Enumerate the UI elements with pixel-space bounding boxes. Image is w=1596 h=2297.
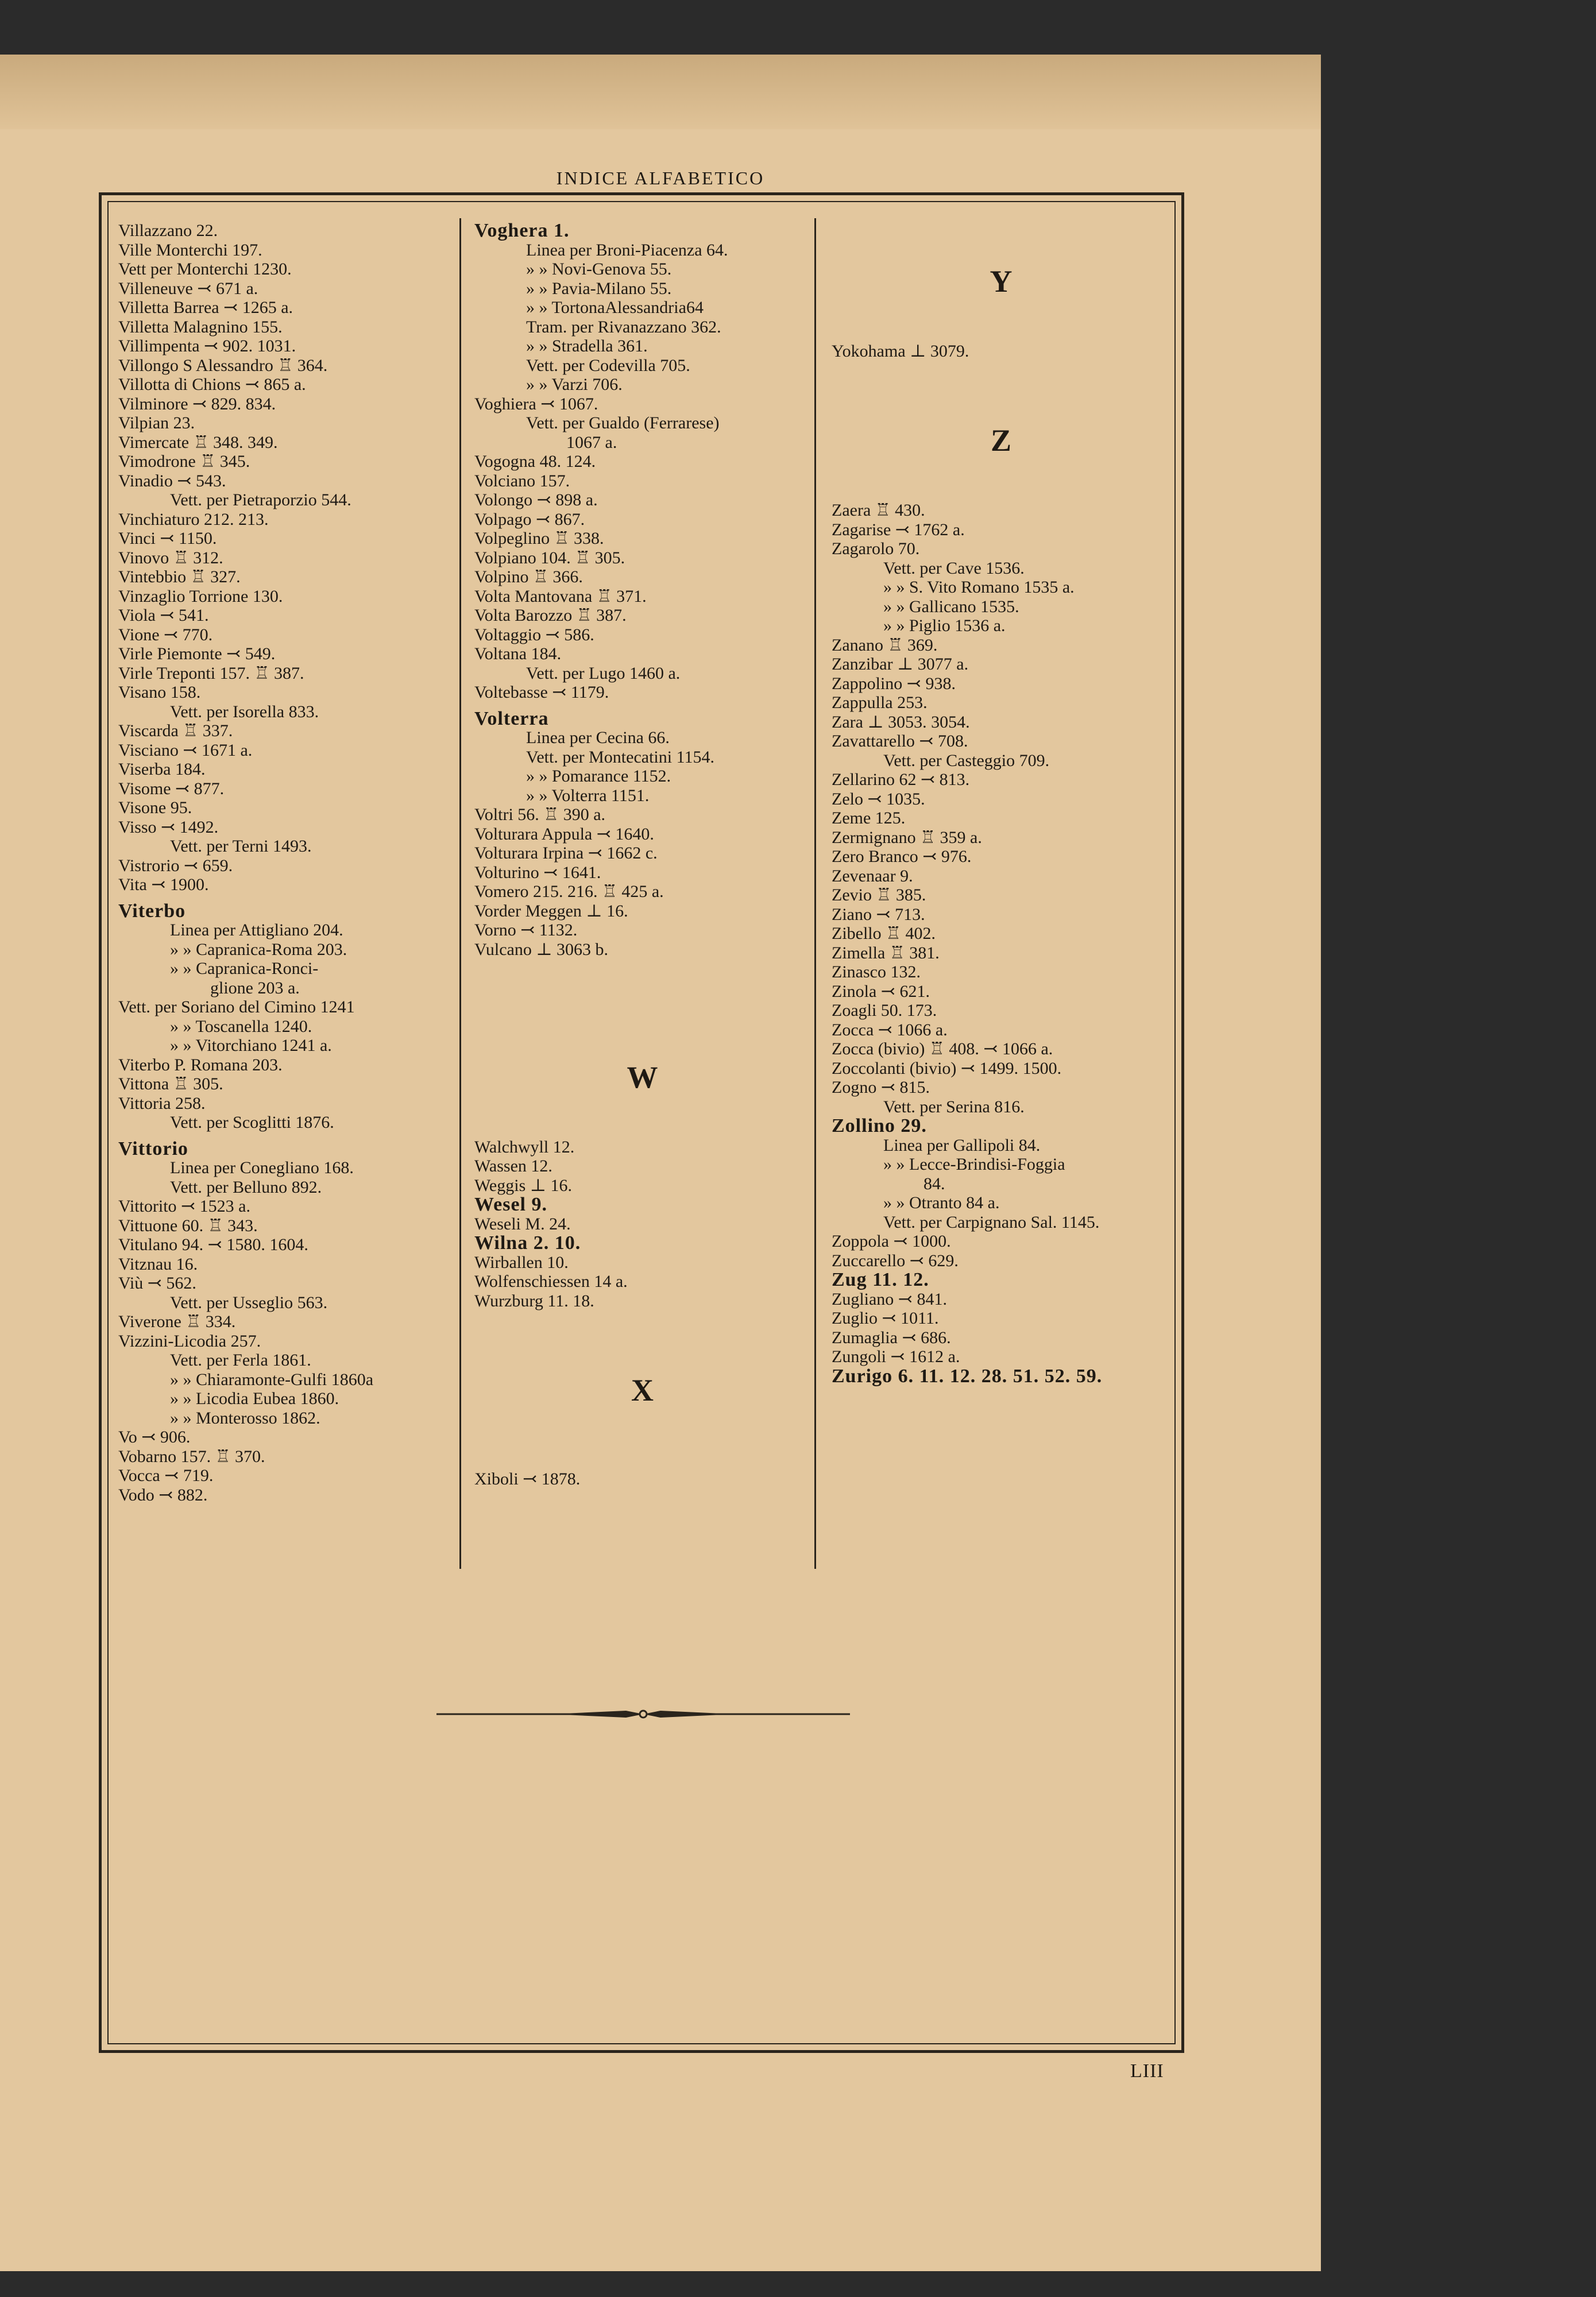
index-entry: Zavattarello ⤙ 708.	[832, 732, 968, 751]
index-entry: Volturara Irpina ⤙ 1662 c.	[474, 844, 658, 863]
index-entry: Zinola ⤙ 621.	[832, 981, 930, 1001]
index-entry	[474, 1118, 810, 1138]
index-entry: Vinzaglio Torrione 130.	[118, 586, 283, 606]
index-entry: Voghiera ⤙ 1067.	[474, 394, 598, 413]
index-entry: » » Varzi 706.	[526, 375, 623, 394]
index-entry	[474, 979, 810, 998]
index-entry	[474, 1431, 810, 1451]
index-entry: Vione ⤙ 770.	[118, 625, 213, 644]
index-entry: Vett. per Isorella 833.	[170, 702, 319, 721]
index-entry: Voltana 184.	[474, 644, 562, 663]
index-heading: Volterra	[474, 707, 549, 729]
index-entry	[474, 1451, 810, 1470]
decorative-divider	[436, 1708, 850, 1720]
index-entry: Zeme 125.	[832, 809, 906, 827]
index-entry: Vett. per Pietraporzio 544.	[170, 490, 351, 509]
index-column-2	[474, 221, 810, 1489]
index-entry: Viverone ♖ 334.	[118, 1312, 236, 1331]
section-letter: Y	[990, 264, 1013, 299]
index-entry: Zanano ♖ 369.	[832, 635, 938, 655]
index-entry: Vett. per Terni 1493.	[170, 837, 312, 856]
index-entry	[474, 997, 810, 1017]
index-entry: Zagarolo 70.	[832, 539, 920, 558]
section-letter: W	[627, 1059, 658, 1095]
index-entry: Virle Treponti 157. ♖ 387.	[118, 663, 304, 683]
index-entry: Vomero 215. 216. ♖ 425 a.	[474, 882, 664, 901]
index-entry: Vett. per Lugo 1460 a.	[526, 663, 681, 683]
index-entry	[474, 959, 810, 979]
index-entry: Zanzibar ⊥ 3077 a.	[832, 655, 969, 674]
index-entry	[474, 1036, 810, 1055]
index-entry: Weggis ⊥ 16.	[474, 1175, 572, 1195]
index-entry: Linea per Conegliano 168.	[170, 1158, 354, 1177]
index-entry	[474, 1310, 810, 1330]
index-entry: Viterbo P. Romana 203.	[118, 1055, 283, 1074]
index-entry: Zara ⊥ 3053. 3054.	[832, 712, 970, 732]
index-entry: Wolfenschiessen 14 a.	[474, 1272, 628, 1291]
index-entry	[832, 462, 1170, 482]
index-entry: Volturino ⤙ 1641.	[474, 863, 601, 882]
index-entry: » » Capranica-Ronci-	[170, 959, 319, 978]
index-entry: Volciano 157.	[474, 471, 570, 490]
index-heading: Zollino 29.	[832, 1115, 927, 1136]
index-entry: Volpino ♖ 366.	[474, 567, 583, 586]
index-entry: Linea per Cecina 66.	[526, 728, 670, 747]
index-entry: Viola ⤙ 541.	[118, 606, 209, 625]
index-entry: Zugliano ⤙ 841.	[832, 1289, 947, 1309]
index-entry: Vilminore ⤙ 829. 834.	[118, 394, 276, 413]
page-number: LIII	[1130, 2060, 1164, 2082]
index-entry: Vitulano 94. ⤙ 1580. 1604.	[118, 1235, 308, 1254]
index-entry: Vitznau 16.	[118, 1254, 198, 1274]
index-entry: Villetta Malagnino 155.	[118, 317, 283, 337]
index-entry: » » Capranica-Roma 203.	[170, 939, 347, 959]
index-entry: » » Vitorchiano 1241 a.	[170, 1036, 332, 1055]
index-entry: Vett. per Carpignano Sal. 1145.	[883, 1212, 1100, 1232]
page-title: INDICE ALFABETICO	[556, 168, 765, 188]
index-entry	[832, 482, 1170, 501]
index-entry: Vistrorio ⤙ 659.	[118, 856, 233, 875]
index-entry: » » Gallicano 1535.	[883, 597, 1019, 616]
index-entry	[474, 1330, 810, 1349]
index-entry: » » Pomarance 1152.	[526, 767, 671, 786]
index-entry: Vittuone 60. ♖ 343.	[118, 1216, 258, 1235]
index-entry: Visome ⤙ 877.	[118, 779, 225, 798]
index-entry: Vogogna 48. 124.	[474, 452, 596, 471]
index-entry: Volpiano 104. ♖ 305.	[474, 548, 625, 567]
index-entry: Volta Mantovana ♖ 371.	[474, 586, 647, 606]
index-entry	[832, 380, 1170, 400]
index-entry: » » Licodia Eubea 1860.	[170, 1389, 339, 1408]
index-entry: Vulcano ⊥ 3063 b.	[474, 939, 609, 959]
index-entry	[474, 1099, 810, 1119]
index-heading: Vittorio	[118, 1138, 188, 1159]
index-entry: Zocca (bivio) ♖ 408. ⤙ 1066 a.	[832, 1039, 1053, 1058]
index-entry: Viù ⤙ 562.	[118, 1274, 196, 1293]
index-entry	[474, 1349, 810, 1368]
index-entry: Vett. per Montecatini 1154.	[526, 747, 714, 767]
index-entry: Vittoria 258.	[118, 1093, 206, 1113]
index-entry: glione 203 a.	[210, 978, 300, 997]
index-entry	[832, 361, 1170, 381]
index-entry: Zaera ♖ 430.	[832, 501, 925, 520]
index-entry: Wassen 12.	[474, 1157, 552, 1175]
index-entry: Vodo ⤙ 882.	[118, 1485, 208, 1505]
index-heading: Voghera 1.	[474, 220, 570, 241]
index-entry: Vocca ⤙ 719.	[118, 1466, 214, 1485]
index-entry: Viscarda ♖ 337.	[118, 721, 233, 740]
index-entry: Vett. per Cave 1536.	[883, 558, 1025, 578]
index-entry: » » Stradella 361.	[526, 337, 648, 355]
index-entry: » » Otranto 84 a.	[883, 1193, 1000, 1212]
index-entry: Zumaglia ⤙ 686.	[832, 1328, 951, 1347]
index-entry: Vett. per Ferla 1861.	[170, 1351, 311, 1370]
index-column-3	[832, 221, 1170, 1386]
index-entry: » » Chiaramonte-Gulfi 1860a	[170, 1370, 374, 1389]
index-entry: 1067 a.	[566, 432, 617, 452]
index-entry: Vilpian 23.	[118, 413, 195, 432]
index-entry: Villetta Barrea ⤙ 1265 a.	[118, 298, 293, 317]
index-entry	[832, 241, 1170, 260]
index-entry: Vimercate ♖ 348. 349.	[118, 432, 278, 452]
index-entry: Volongo ⤙ 898 a.	[474, 490, 598, 509]
index-entry: Zibello ♖ 402.	[832, 924, 936, 943]
index-entry: Visso ⤙ 1492.	[118, 817, 219, 837]
index-heading: Zug 11. 12.	[832, 1269, 929, 1290]
index-entry: Wirballen 10.	[474, 1252, 569, 1272]
index-entry: » » Volterra 1151.	[526, 786, 650, 805]
index-heading: Wesel 9.	[474, 1194, 547, 1215]
index-entry: Voltri 56. ♖ 390 a.	[474, 805, 606, 824]
index-entry: Zogno ⤙ 815.	[832, 1078, 930, 1097]
index-entry: Wurzburg 11. 18.	[474, 1291, 594, 1310]
index-entry: Zellarino 62 ⤙ 813.	[832, 770, 970, 789]
column-divider	[459, 218, 461, 1569]
index-entry: Volpago ⤙ 867.	[474, 509, 585, 529]
index-entry: Volta Barozzo ♖ 387.	[474, 606, 627, 625]
index-entry: Vett. per Scoglitti 1876.	[170, 1113, 334, 1132]
index-entry: Zevio ♖ 385.	[832, 885, 926, 904]
index-entry: Zoagli 50. 173.	[832, 1001, 937, 1020]
index-entry: Volpeglino ♖ 338.	[474, 529, 604, 548]
index-entry: Vett. per Codevilla 705.	[526, 355, 690, 375]
index-entry: 84.	[923, 1174, 945, 1193]
index-entry: Vett per Monterchi 1230.	[118, 260, 292, 279]
index-entry: Linea per Broni-Piacenza 64.	[526, 240, 728, 260]
index-entry: Vita ⤙ 1900.	[118, 875, 209, 894]
index-entry	[832, 400, 1170, 419]
index-entry: Zuccarello ⤙ 629.	[832, 1251, 959, 1270]
index-entry: Zinasco 132.	[832, 962, 921, 981]
index-entry: Weseli M. 24.	[474, 1214, 571, 1233]
index-entry: Linea per Gallipoli 84.	[883, 1135, 1041, 1155]
index-entry: Zimella ♖ 381.	[832, 943, 940, 962]
column-divider	[814, 218, 816, 1569]
index-entry: Ziano ⤙ 713.	[832, 904, 925, 924]
index-heading: Viterbo	[118, 900, 186, 922]
index-entry: Vorno ⤙ 1132.	[474, 921, 578, 939]
index-entry: Linea per Attigliano 204.	[170, 921, 343, 939]
index-entry: » » S. Vito Romano 1535 a.	[883, 578, 1075, 597]
index-entry: Vinci ⤙ 1150.	[118, 529, 217, 548]
index-entry: Vobarno 157. ♖ 370.	[118, 1447, 265, 1466]
index-entry: Vittorito ⤙ 1523 a.	[118, 1197, 250, 1216]
index-entry: » » Piglio 1536 a.	[883, 616, 1006, 635]
index-entry: Vittona ♖ 305.	[118, 1074, 223, 1093]
index-entry: Visciano ⤙ 1671 a.	[118, 740, 253, 760]
index-entry: Vinchiaturo 212. 213.	[118, 509, 269, 529]
index-entry	[832, 221, 1170, 241]
section-letter: Z	[990, 423, 1012, 458]
index-heading: Zurigo 6. 11. 12. 28. 51. 52. 59.	[832, 1365, 1103, 1387]
index-entry	[474, 1017, 810, 1037]
index-entry	[832, 323, 1170, 342]
index-entry: Tram. per Rivanazzano 362.	[526, 317, 721, 337]
index-entry: Vimodrone ♖ 345.	[118, 452, 250, 471]
index-entry: Zermignano ♖ 359 a.	[832, 827, 982, 847]
index-entry: Zappulla 253.	[832, 693, 928, 712]
index-entry: Zevenaar 9.	[832, 866, 913, 885]
index-entry: Zappolino ⤙ 938.	[832, 674, 956, 693]
index-entry: Vett. per Belluno 892.	[170, 1177, 322, 1197]
index-entry: Viserba 184.	[118, 760, 206, 779]
index-entry: Villotta di Chions ⤙ 865 a.	[118, 375, 306, 394]
index-entry: » » TortonaAlessandria64	[526, 298, 704, 317]
index-entry: Vintebbio ♖ 327.	[118, 567, 241, 586]
index-entry: Walchwyll 12.	[474, 1137, 575, 1157]
index-entry: Villeneuve ⤙ 671 a.	[118, 279, 258, 298]
index-entry: Vett. per Usseglio 563.	[170, 1293, 328, 1312]
index-entry: Zoccolanti (bivio) ⤙ 1499. 1500.	[832, 1058, 1062, 1078]
index-entry: Vett. per Casteggio 709.	[883, 751, 1050, 770]
index-entry: Voltebasse ⤙ 1179.	[474, 683, 609, 702]
index-entry: Villazzano 22.	[118, 221, 218, 240]
index-entry: Zelo ⤙ 1035.	[832, 789, 925, 809]
index-entry: Xiboli ⤙ 1878.	[474, 1470, 581, 1488]
index-entry: Zuglio ⤙ 1011.	[832, 1309, 939, 1328]
index-entry: Ville Monterchi 197.	[118, 240, 262, 260]
index-entry: Villongo S Alessandro ♖ 364.	[118, 355, 328, 375]
index-entry: Zagarise ⤙ 1762 a.	[832, 520, 965, 539]
index-entry: Vett. per Gualdo (Ferrarese)	[526, 413, 720, 432]
index-entry: » » Lecce-Brindisi-Foggia	[883, 1155, 1065, 1174]
index-entry: Visano 158.	[118, 683, 201, 702]
index-entry	[474, 1412, 810, 1432]
index-entry: Vorder Meggen ⊥ 16.	[474, 901, 628, 921]
index-entry: Voltaggio ⤙ 586.	[474, 625, 594, 644]
index-entry	[832, 303, 1170, 323]
index-entry: Vett. per Serina 816.	[883, 1097, 1025, 1116]
index-entry: Volturara Appula ⤙ 1640.	[474, 824, 654, 844]
index-entry: Vizzini-Licodia 257.	[118, 1331, 261, 1351]
index-entry: » » Pavia-Milano 55.	[526, 279, 672, 298]
index-entry: Yokohama ⊥ 3079.	[832, 342, 969, 361]
index-entry: » » Novi-Genova 55.	[526, 260, 672, 279]
index-entry: Virle Piemonte ⤙ 549.	[118, 644, 276, 663]
section-letter: X	[631, 1372, 654, 1407]
page-top-edge	[0, 55, 1321, 129]
index-heading: Wilna 2. 10.	[474, 1232, 581, 1254]
index-entry: Zocca ⤙ 1066 a.	[832, 1020, 948, 1039]
index-entry: Villimpenta ⤙ 902. 1031.	[118, 337, 296, 355]
index-entry: Vinadio ⤙ 543.	[118, 471, 226, 490]
index-entry: Zoppola ⤙ 1000.	[832, 1232, 951, 1251]
index-entry: Zungoli ⤙ 1612 a.	[832, 1347, 960, 1366]
index-entry: Visone 95.	[118, 798, 192, 817]
index-entry: » » Monterosso 1862.	[170, 1408, 320, 1428]
index-column-1	[118, 221, 454, 1505]
index-entry: Vett. per Soriano del Cimino 1241	[118, 997, 355, 1016]
index-entry: Vo ⤙ 906.	[118, 1428, 191, 1447]
index-entry: Zero Branco ⤙ 976.	[832, 847, 972, 866]
index-entry: Vinovo ♖ 312.	[118, 548, 223, 567]
index-entry: » » Toscanella 1240.	[170, 1016, 312, 1036]
